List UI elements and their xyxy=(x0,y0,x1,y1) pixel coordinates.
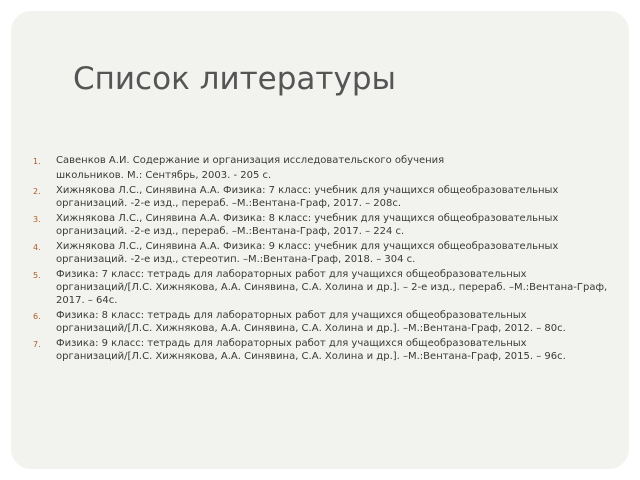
reference-text: Хижнякова Л.С., Синявина А.А. Физика: 8 класс: учебник для учащихся общеобразовательных организаций. -2-е изд., перераб. –М.:Вентана-Граф, 2017. – 224 с. xyxy=(56,213,559,237)
list-item xyxy=(33,154,621,167)
reference-text: Физика: 9 класс: тетрадь для лабораторных работ для учащихся общеобразовательных организаций/[Л.С. Хижнякова, А.А. Синявина, С.А. Холина и др.]. –М.:Вентана-Граф, 2015. – 96с. xyxy=(56,338,566,362)
list-number: 4. xyxy=(33,243,41,252)
list-number: 1. xyxy=(33,157,41,166)
reference-text: Физика: 7 класс: тетрадь для лабораторных работ для учащихся общеобразовательных организаций/[Л.С. Хижнякова, А.А. Синявина, С.А. Холина и др.]. – 2-е изд., перераб. –М.:Вентана-Граф, 2017. – 64с. xyxy=(56,269,608,306)
list-number: 3. xyxy=(33,215,41,224)
list-number: 5. xyxy=(33,271,41,280)
list-item xyxy=(33,169,621,182)
reference-text: Хижнякова Л.С., Синявина А.А. Физика: 7 класс: учебник для учащихся общеобразовательных организаций. -2-е изд., перераб. –М.:Вентана-Граф, 2017. – 208с. xyxy=(56,185,559,209)
page-title: Список литературы xyxy=(73,61,396,97)
list-item xyxy=(33,309,621,335)
reference-list xyxy=(33,154,621,365)
list-item xyxy=(33,240,621,266)
list-number: 6. xyxy=(33,312,41,321)
list-number: 2. xyxy=(33,187,41,196)
list-item xyxy=(33,212,621,238)
list-item xyxy=(33,337,621,363)
list-number: 7. xyxy=(33,340,41,349)
list-item xyxy=(33,268,621,307)
slide xyxy=(11,11,629,469)
reference-text: Савенков А.И. Содержание и организация исследовательского обучения xyxy=(56,155,445,166)
reference-text: Физика: 8 класс: тетрадь для лабораторных работ для учащихся общеобразовательных организаций/[Л.С. Хижнякова, А.А. Синявина, С.А. Холина и др.]. –М.:Вентана-Граф, 2012. – 80с. xyxy=(56,310,566,334)
reference-text: Хижнякова Л.С., Синявина А.А. Физика: 9 класс: учебник для учащихся общеобразовательных организаций. -2-е изд., стереотип. –М.:Вентана-Граф, 2018. – 304 с. xyxy=(56,241,559,265)
reference-text: школьников. М.: Сентябрь, 2003. - 205 с. xyxy=(56,170,272,181)
list-item xyxy=(33,184,621,210)
